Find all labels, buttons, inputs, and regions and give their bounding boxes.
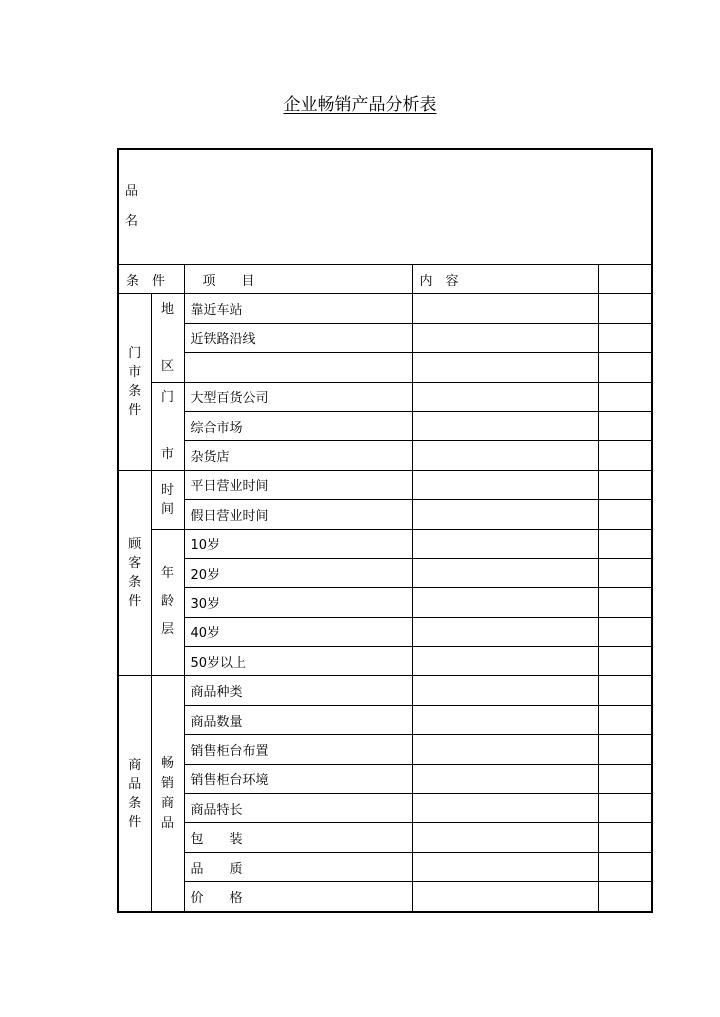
extra-cell[interactable] (598, 294, 652, 323)
content-cell[interactable] (412, 411, 598, 440)
extra-cell[interactable] (598, 470, 652, 499)
extra-cell[interactable] (598, 529, 652, 558)
content-cell[interactable] (412, 294, 598, 323)
extra-cell[interactable] (598, 823, 652, 852)
item-label: 商品数量 (184, 705, 412, 734)
extra-cell[interactable] (598, 735, 652, 764)
item-label: 50岁以上 (184, 647, 412, 676)
item-label: 销售柜台环境 (184, 764, 412, 793)
table-row (118, 735, 652, 764)
table-row (118, 411, 652, 440)
group-label-store: 门 市 (151, 382, 184, 470)
item-label: 杂货店 (184, 441, 412, 470)
content-cell[interactable] (412, 852, 598, 881)
content-cell[interactable] (412, 794, 598, 823)
extra-cell[interactable] (598, 441, 652, 470)
table-row (118, 705, 652, 734)
content-cell[interactable] (412, 823, 598, 852)
header-extra (598, 265, 652, 294)
item-label: 30岁 (184, 588, 412, 617)
section-label-customer: 顾 客 条 件 (118, 470, 151, 676)
extra-cell[interactable] (598, 323, 652, 352)
content-cell[interactable] (412, 588, 598, 617)
table-row (118, 764, 652, 793)
content-cell[interactable] (412, 323, 598, 352)
item-label: 品 质 (184, 852, 412, 881)
extra-cell[interactable] (598, 382, 652, 411)
table-row (118, 823, 652, 852)
content-cell[interactable] (412, 500, 598, 529)
item-label: 近铁路沿线 (184, 323, 412, 352)
table-row (118, 852, 652, 881)
section-label-store: 门 市 条 件 (118, 294, 151, 470)
product-name-label-2: 名 (125, 214, 139, 229)
analysis-table (117, 148, 653, 913)
content-cell[interactable] (412, 617, 598, 646)
extra-cell[interactable] (598, 617, 652, 646)
table-row (118, 882, 652, 912)
extra-cell[interactable] (598, 764, 652, 793)
content-cell[interactable] (412, 705, 598, 734)
page-title: 企业畅销产品分析表 (283, 95, 437, 115)
header-item: 项 目 (184, 265, 412, 294)
table-row (118, 441, 652, 470)
content-cell[interactable] (412, 382, 598, 411)
extra-cell[interactable] (598, 500, 652, 529)
header-content: 内 容 (412, 265, 598, 294)
extra-cell[interactable] (598, 705, 652, 734)
item-label: 假日营业时间 (184, 500, 412, 529)
product-name-label-1: 品 (125, 184, 139, 199)
content-cell[interactable] (412, 735, 598, 764)
extra-cell[interactable] (598, 794, 652, 823)
table-row (118, 500, 652, 529)
item-label: 综合市场 (184, 411, 412, 440)
table-row (118, 323, 652, 352)
item-label (184, 353, 412, 382)
product-name-cell[interactable] (118, 149, 652, 265)
table-row (118, 558, 652, 587)
item-label: 靠近车站 (184, 294, 412, 323)
content-cell[interactable] (412, 353, 598, 382)
item-label: 10岁 (184, 529, 412, 558)
table-row (118, 617, 652, 646)
table-row (118, 470, 652, 499)
table-row (118, 588, 652, 617)
item-label: 商品种类 (184, 676, 412, 705)
item-label: 商品特长 (184, 794, 412, 823)
table-row (118, 529, 652, 558)
item-label: 价 格 (184, 882, 412, 912)
product-name-row (118, 149, 652, 265)
content-cell[interactable] (412, 441, 598, 470)
extra-cell[interactable] (598, 353, 652, 382)
header-condition: 条 件 (118, 265, 184, 294)
extra-cell[interactable] (598, 588, 652, 617)
extra-cell[interactable] (598, 558, 652, 587)
table-row (118, 382, 652, 411)
item-label: 40岁 (184, 617, 412, 646)
item-label: 包 装 (184, 823, 412, 852)
item-label: 大型百货公司 (184, 382, 412, 411)
table-row (118, 353, 652, 382)
table-row (118, 794, 652, 823)
extra-cell[interactable] (598, 411, 652, 440)
extra-cell[interactable] (598, 852, 652, 881)
content-cell[interactable] (412, 470, 598, 499)
table-row (118, 294, 652, 323)
table-row (118, 676, 652, 705)
table-row (118, 647, 652, 676)
item-label: 销售柜台布置 (184, 735, 412, 764)
content-cell[interactable] (412, 676, 598, 705)
extra-cell[interactable] (598, 676, 652, 705)
header-row (118, 265, 652, 294)
extra-cell[interactable] (598, 647, 652, 676)
content-cell[interactable] (412, 764, 598, 793)
item-label: 20岁 (184, 558, 412, 587)
content-cell[interactable] (412, 558, 598, 587)
content-cell[interactable] (412, 529, 598, 558)
content-cell[interactable] (412, 882, 598, 912)
group-label-area: 地 区 (151, 294, 184, 382)
extra-cell[interactable] (598, 882, 652, 912)
group-label-age: 年 龄 层 (151, 529, 184, 676)
group-label-time: 时 间 (151, 470, 184, 529)
item-label: 平日营业时间 (184, 470, 412, 499)
content-cell[interactable] (412, 647, 598, 676)
group-label-bestseller: 畅 销 商 品 (151, 676, 184, 912)
section-label-product: 商 品 条 件 (118, 676, 151, 912)
